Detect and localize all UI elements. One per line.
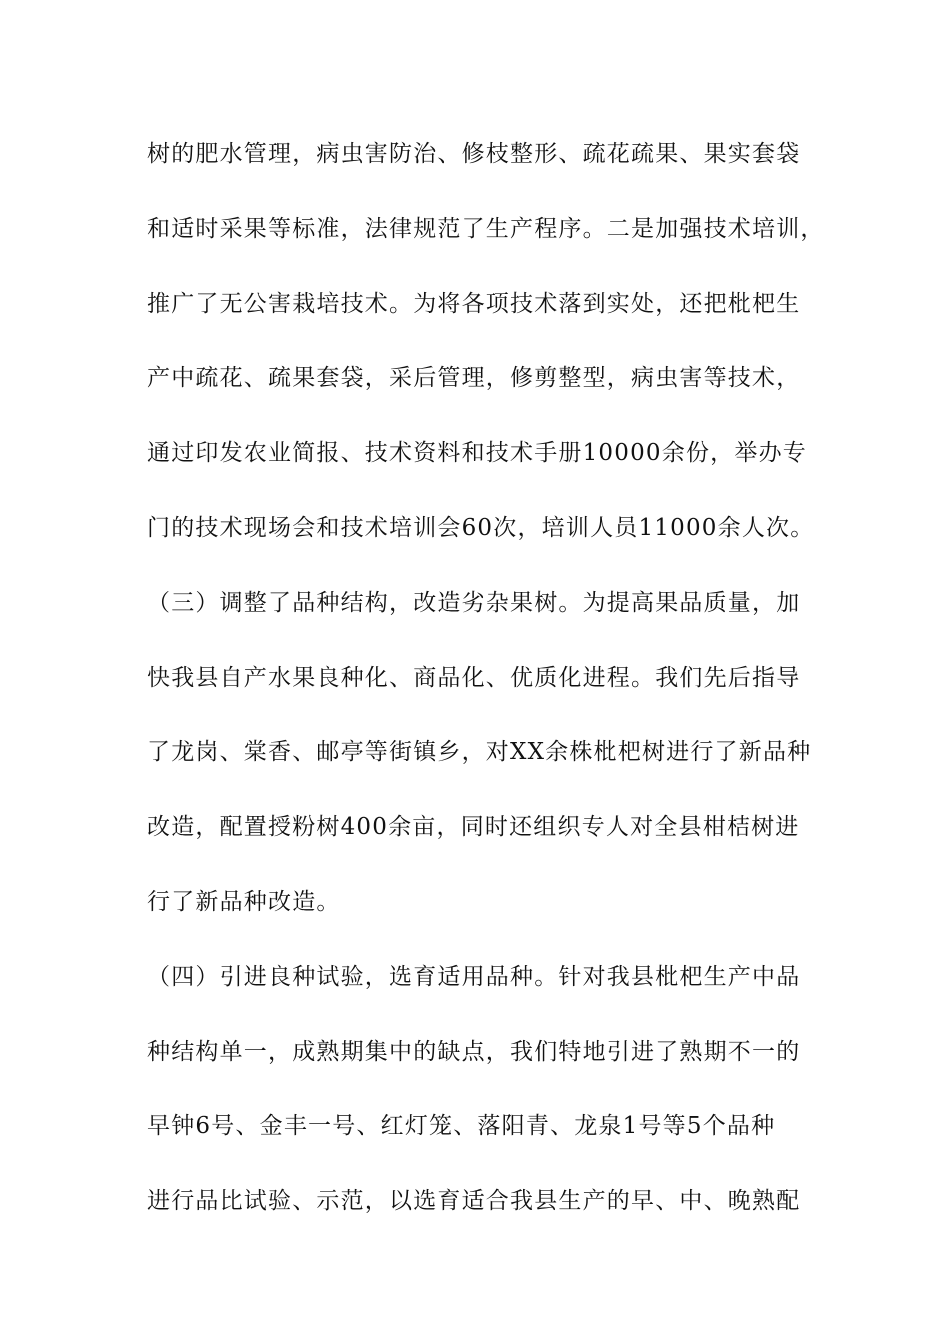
- text-line: 和适时采果等标准，法律规范了生产程序。二是加强技术培训，: [147, 215, 825, 242]
- text-line: 了龙岗、棠香、邮亭等街镇乡，对XX余株枇杷树进行了新品种: [147, 739, 812, 766]
- text-line: 行了新品种改造。: [147, 888, 341, 915]
- text-line: 改造，配置授粉树400余亩，同时还组织专人对全县柑桔树进: [147, 814, 800, 841]
- text-line: 推广了无公害栽培技术。为将各项技术落到实处，还把枇杷生: [147, 290, 801, 317]
- text-line: 快我县自产水果良种化、商品化、优质化进程。我们先后指导: [147, 664, 801, 691]
- text-line: 种结构单一，成熟期集中的缺点，我们特地引进了熟期不一的: [147, 1038, 801, 1065]
- text-line: 树的肥水管理，病虫害防治、修枝整形、疏花疏果、果实套袋: [147, 141, 801, 167]
- body-text: [147, 132, 825, 1254]
- section-heading-line: （四）引进良种试验，选育适用品种。针对我县枇杷生产中品: [147, 963, 801, 990]
- text-line: 早钟6号、金丰一号、红灯笼、落阳青、龙泉1号等5个品种: [147, 1113, 776, 1140]
- text-line: 门的技术现场会和技术培训会60次，培训人员11000余人次。: [147, 514, 815, 541]
- text-line: 通过印发农业简报、技术资料和技术手册10000余份，举办专: [147, 440, 807, 467]
- text-line: 进行品比试验、示范，以选育适合我县生产的早、中、晚熟配: [147, 1188, 801, 1215]
- text-line: 产中疏花、疏果套袋，采后管理，修剪整型，病虫害等技术，: [147, 365, 801, 392]
- section-heading-line: （三）调整了品种结构，改造劣杂果树。为提高果品质量，加: [147, 589, 801, 616]
